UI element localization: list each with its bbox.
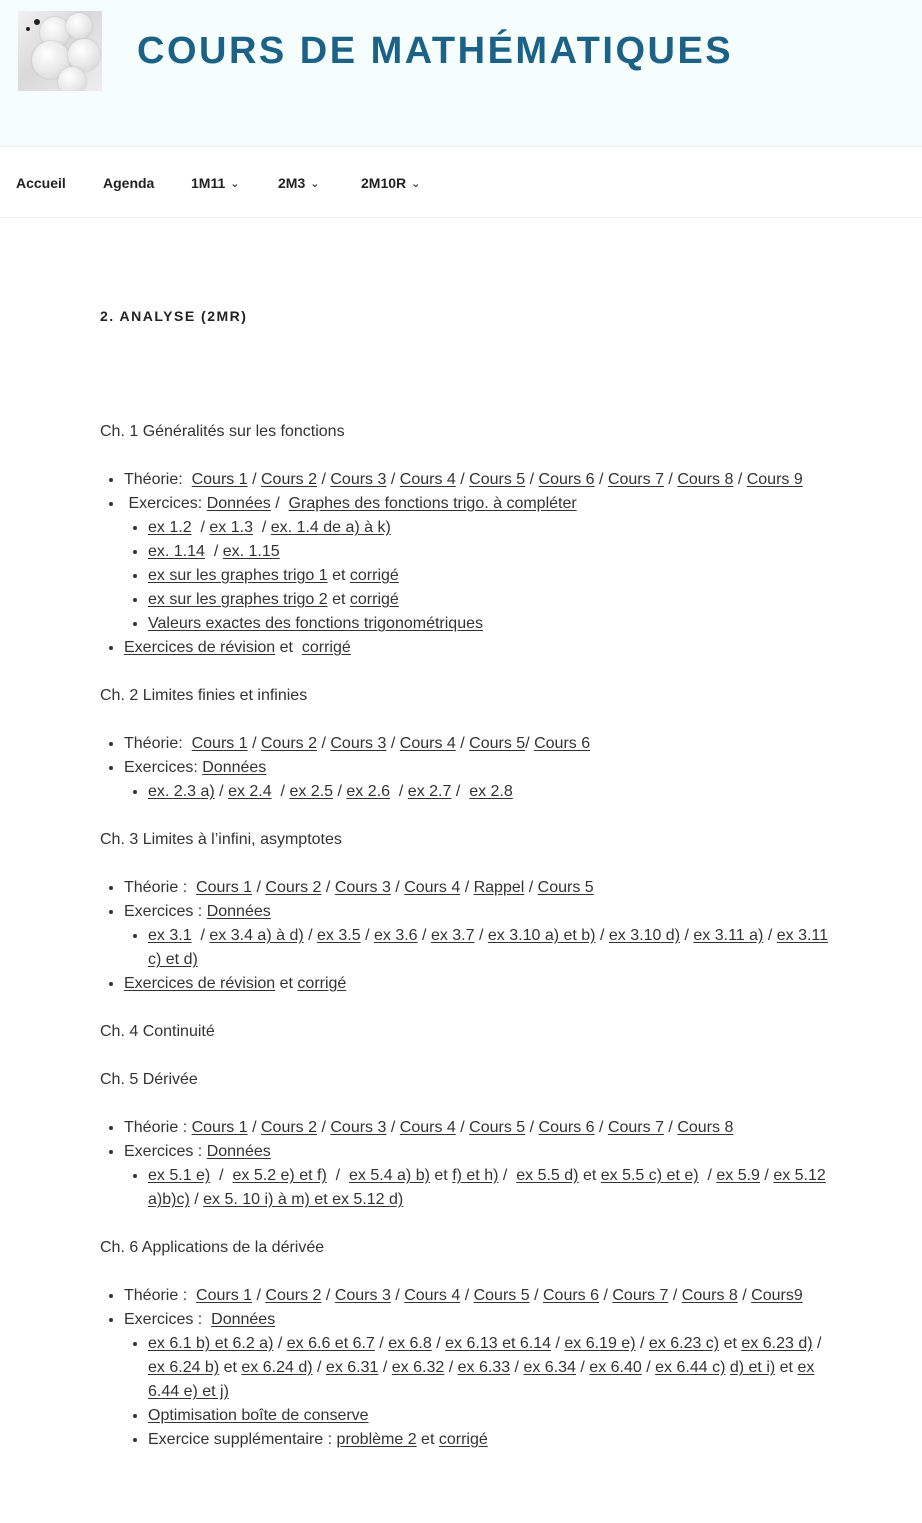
page-content (100, 300, 840, 1476)
corrige-link[interactable]: corrigé (301, 639, 351, 656)
exercise-link[interactable]: ex 6.34 (523, 1359, 576, 1376)
cours-link[interactable]: Cours 2 (260, 735, 318, 752)
exercise-link[interactable]: ex 3.7 (430, 927, 475, 944)
nav-item-accueil[interactable] (16, 175, 66, 191)
separator: / (398, 783, 404, 800)
exercices-label: Exercices: (128, 495, 203, 512)
conjunction: et (223, 1359, 237, 1376)
exercise-sublist (124, 1332, 840, 1452)
cours-link[interactable]: Cours 4 (404, 1287, 461, 1304)
separator: / (390, 1119, 396, 1136)
chevron-down-icon: ⌄ (230, 178, 240, 190)
separator: / (219, 783, 224, 800)
list-item (148, 780, 840, 804)
separator: / (529, 471, 535, 488)
chapter-list (100, 876, 840, 996)
list-item-exercices (124, 756, 840, 804)
cours-link[interactable]: Cours 3 (330, 471, 387, 488)
separator: / (275, 495, 280, 512)
cours-link[interactable]: Cours 3 (334, 1287, 391, 1304)
cours-link[interactable]: Cours 1 (191, 471, 248, 488)
separator: / (321, 471, 326, 488)
site-header (0, 0, 922, 146)
separator: / (817, 1335, 822, 1352)
separator: / (252, 735, 257, 752)
exercise-link[interactable]: ex 6.32 (391, 1359, 445, 1376)
list-item (148, 1428, 840, 1452)
corrige-link[interactable]: corrigé (349, 567, 399, 584)
separator: / (672, 1287, 678, 1304)
list-item-theorie (124, 468, 840, 492)
separator: / (603, 1287, 608, 1304)
conjunction: et (279, 639, 293, 656)
separator: / (742, 1287, 747, 1304)
donnees-link[interactable]: Données (206, 1143, 271, 1160)
donnees-link[interactable]: Données (206, 495, 271, 512)
list-item-exercices (124, 492, 840, 636)
chevron-down-icon: ⌄ (310, 178, 320, 190)
exercise-link[interactable]: ex. 1.15 (222, 543, 280, 560)
separator: / (219, 1167, 224, 1184)
separator: / (325, 879, 331, 896)
chapter-title: Ch. 5 Dérivée (100, 1071, 198, 1088)
cours-link[interactable]: Cours 3 (330, 1119, 387, 1136)
separator: / (390, 735, 396, 752)
separator: / (525, 735, 530, 752)
exercise-link[interactable]: ex 5.5 c) et e) (600, 1167, 699, 1184)
separator: / (335, 1167, 341, 1184)
exercise-link[interactable]: ex 5.2 e) et f) (232, 1167, 327, 1184)
chapter-title: Ch. 3 Limites à l’infini, asymptotes (100, 831, 342, 848)
separator: / (767, 927, 773, 944)
exercise-link[interactable]: ex 6.40 (589, 1359, 642, 1376)
list-item-theorie (124, 1284, 840, 1308)
separator: / (317, 1359, 322, 1376)
exercise-link[interactable]: ex 6.6 et 6.7 (286, 1335, 375, 1352)
list-item (148, 1404, 840, 1428)
theorie-label: Théorie : (124, 879, 188, 896)
theorie-label: Théorie : (124, 1119, 188, 1136)
separator: / (528, 879, 534, 896)
list-item-revision (124, 972, 840, 996)
separator: / (256, 1287, 261, 1304)
list-item-exercices (124, 1308, 840, 1452)
separator: / (252, 1119, 257, 1136)
exercise-link[interactable]: ex 1.3 (209, 519, 253, 536)
separator: / (478, 927, 484, 944)
cours-link[interactable]: Cours 7 (612, 1287, 669, 1304)
conjunction: et (421, 1431, 435, 1448)
cours-link[interactable]: Cours 5 (469, 471, 526, 488)
exercise-link[interactable]: ex 5.1 e) (148, 1167, 211, 1184)
site-logo[interactable] (18, 11, 102, 91)
conjunction: et (332, 567, 346, 584)
separator: / (422, 927, 427, 944)
separator: / (534, 1287, 539, 1304)
donnees-link[interactable]: Données (211, 1311, 276, 1328)
exercise-link[interactable]: ex 6.44 e) et j) (148, 1359, 815, 1400)
list-item (148, 516, 840, 540)
nav-label: Accueil (16, 175, 66, 191)
separator: / (460, 735, 465, 752)
separator: / (599, 927, 605, 944)
separator: / (321, 1119, 326, 1136)
cours-link[interactable]: Cours 3 (330, 735, 387, 752)
exercise-sublist (124, 516, 840, 636)
cours-link[interactable]: Cours 6 (538, 471, 595, 488)
donnees-link[interactable]: Données (202, 759, 267, 776)
cours-link[interactable]: Cours 5 (473, 1287, 530, 1304)
exercise-link[interactable]: ex 2.6 (346, 783, 390, 800)
separator: / (308, 927, 313, 944)
list-item-exercices (124, 1140, 840, 1212)
exercise-link[interactable]: ex. 1.4 de a) à k) (270, 519, 391, 536)
exercise-sublist (124, 780, 840, 804)
separator: / (390, 471, 396, 488)
nav-label: 2M10R (361, 175, 407, 191)
list-item (148, 540, 840, 564)
separator: / (200, 927, 205, 944)
exercise-link[interactable]: ex 3.10 a) et b) (487, 927, 596, 944)
exercise-link[interactable]: ex 1.2 (148, 519, 192, 536)
exercise-link[interactable]: ex 6.33 (457, 1359, 511, 1376)
cours-link[interactable]: Cours9 (751, 1287, 803, 1304)
cours-link[interactable]: Cours 5 (469, 1119, 526, 1136)
exercise-link[interactable]: ex 6.44 c) (655, 1359, 726, 1376)
cours-link[interactable]: Cours 5 (469, 735, 526, 752)
exercise-link[interactable]: ex 3.10 d) (608, 927, 681, 944)
exercise-link[interactable]: ex 6.31 (325, 1359, 379, 1376)
exercise-link[interactable]: ex 2.4 (228, 783, 272, 800)
exercise-link[interactable]: ex 2.7 (407, 783, 452, 800)
site-title[interactable]: COURS DE MATHÉMATIQUES (137, 30, 734, 72)
exercise-link[interactable]: ex 6.24 d) (241, 1359, 313, 1376)
exercices-label: Exercices : (124, 1143, 203, 1160)
cours-link[interactable]: Cours 4 (399, 1119, 456, 1136)
separator: / (737, 471, 743, 488)
separator: / (460, 471, 465, 488)
exercise-link[interactable]: ex 5.9 (716, 1167, 760, 1184)
separator: / (668, 471, 673, 488)
corrige-link[interactable]: corrigé (349, 591, 399, 608)
list-item-theorie (124, 732, 840, 756)
exercise-link[interactable]: ex 3.1 (148, 927, 192, 944)
flower-icon (34, 19, 40, 25)
exercices-label: Exercices : (124, 1311, 203, 1328)
exercise-link[interactable]: ex 6.23 c) (648, 1335, 720, 1352)
separator: / (455, 783, 461, 800)
exercise-link[interactable]: ex. 1.14 (148, 543, 205, 560)
cours-link[interactable]: Cours 6 (542, 1287, 600, 1304)
separator: / (365, 927, 370, 944)
list-item (148, 564, 840, 588)
cours-link[interactable]: Cours 6 (534, 735, 591, 752)
exercise-link[interactable]: ex 3.11 a) (693, 927, 764, 944)
conjunction: et (582, 1167, 597, 1184)
separator: / (502, 1167, 508, 1184)
separator: / (448, 1359, 454, 1376)
exercise-sublist (124, 924, 840, 972)
separator: / (684, 927, 689, 944)
page-title: 2. ANALYSE (2MR) (100, 308, 248, 324)
exercices-label: Exercices : (124, 903, 203, 920)
conjunction: et (434, 1167, 448, 1184)
chapter-title: Ch. 2 Limites finies et infinies (100, 687, 308, 704)
chapter-list (100, 468, 840, 660)
separator: / (460, 1119, 465, 1136)
main-navigation (0, 146, 922, 218)
list-item-exercices (124, 900, 840, 972)
chapter-list (100, 732, 840, 804)
exercise-link[interactable]: ex 5. 10 i) à m) et ex 5.12 d) (203, 1191, 404, 1208)
nav-item-2m10r[interactable] (361, 175, 420, 191)
separator: / (764, 1167, 769, 1184)
separator: / (599, 1119, 604, 1136)
exercise-link[interactable]: ex sur les graphes trigo 1 (148, 567, 328, 584)
separator: / (646, 1359, 651, 1376)
separator: / (280, 783, 285, 800)
exercise-link[interactable]: ex 3.6 (373, 927, 418, 944)
theorie-label: Théorie : (124, 1287, 188, 1304)
nav-label: 2M3 (278, 175, 306, 191)
chapter-title: Ch. 6 Applications de la dérivée (100, 1239, 325, 1256)
nav-label: 1M11 (191, 175, 226, 191)
cours-link[interactable]: Cours 3 (334, 879, 391, 896)
separator: / (395, 879, 400, 896)
list-item (148, 588, 840, 612)
theorie-label: Théorie: (124, 471, 183, 488)
exercise-link[interactable]: ex 5.4 a) b) (349, 1167, 430, 1184)
exercise-link[interactable]: ex 6.24 b) (148, 1359, 220, 1376)
cours-link[interactable]: Cours 2 (260, 1119, 318, 1136)
cours-link[interactable]: Cours 8 (677, 1119, 734, 1136)
list-item (148, 612, 840, 636)
separator: / (555, 1335, 560, 1352)
separator: / (261, 519, 267, 536)
separator: / (379, 1335, 384, 1352)
separator: / (514, 1359, 519, 1376)
optimisation-link[interactable]: Optimisation boîte de conserve (148, 1407, 369, 1424)
separator: / (252, 471, 257, 488)
revision-link[interactable]: Exercices de révision (124, 639, 276, 656)
exercise-link[interactable]: ex. 2.3 a) (148, 783, 215, 800)
separator: / (213, 543, 219, 560)
supplementaire-label: Exercice supplémentaire : (148, 1431, 333, 1448)
graphes-link[interactable]: Graphes des fonctions trigo. à compléter (288, 495, 577, 512)
separator: / (200, 519, 205, 536)
separator: / (464, 879, 470, 896)
cours-link[interactable]: Cours 1 (191, 735, 248, 752)
corrige-link[interactable]: corrigé (438, 1431, 488, 1448)
chapter-title: Ch. 4 Continuité (100, 1023, 215, 1040)
exercise-link[interactable]: ex 6.13 et 6.14 (445, 1335, 551, 1352)
nav-item-2m3[interactable] (278, 175, 319, 191)
probleme-link[interactable]: problème 2 (336, 1431, 417, 1448)
nav-item-agenda[interactable] (103, 175, 154, 191)
chapter-list (100, 1284, 840, 1452)
cours-link[interactable]: Cours 7 (607, 471, 664, 488)
exercise-link[interactable]: ex 3.4 a) à d) (209, 927, 304, 944)
exercise-link[interactable]: ex 2.8 (469, 783, 513, 800)
cours-link[interactable]: Cours 1 (196, 879, 253, 896)
cours-link[interactable]: Cours 8 (677, 471, 734, 488)
corrige-link[interactable]: corrigé (297, 975, 347, 992)
exercise-link[interactable]: ex 5.5 d) (516, 1167, 579, 1184)
chevron-down-icon: ⌄ (411, 178, 421, 190)
separator: / (395, 1287, 400, 1304)
list-item-theorie (124, 876, 840, 900)
cours-link[interactable]: Cours 1 (191, 1119, 248, 1136)
cours-link[interactable]: Cours 8 (681, 1287, 738, 1304)
chapter-title: Ch. 1 Généralités sur les fonctions (100, 423, 345, 440)
conjunction: et (279, 975, 293, 992)
cours-link[interactable]: Cours 5 (537, 879, 594, 896)
separator: / (599, 471, 604, 488)
cours-link[interactable]: Cours 4 (404, 879, 461, 896)
separator: / (580, 1359, 585, 1376)
list-item (148, 1332, 840, 1404)
cours-link[interactable]: Cours 7 (607, 1119, 664, 1136)
cours-link[interactable]: Cours 2 (260, 471, 318, 488)
separator: / (277, 1335, 283, 1352)
cours-link[interactable]: Cours 4 (399, 471, 456, 488)
separator: / (707, 1167, 712, 1184)
cours-link[interactable]: Cours 4 (399, 735, 456, 752)
donnees-link[interactable]: Données (206, 903, 271, 920)
nav-item-1m11[interactable] (191, 175, 239, 191)
separator: / (464, 1287, 470, 1304)
separator: / (337, 783, 342, 800)
separator: / (382, 1359, 388, 1376)
exercise-link[interactable]: ex 5.12 a)b)c) (148, 1167, 826, 1208)
conjunction: et (779, 1359, 793, 1376)
theorie-label: Théorie: (124, 735, 183, 752)
exercise-link[interactable]: ex 3.5 (317, 927, 361, 944)
separator: / (436, 1335, 441, 1352)
list-item-theorie (124, 1116, 840, 1140)
separator: / (321, 735, 326, 752)
cours-link[interactable]: Cours 1 (196, 1287, 253, 1304)
chapter-list (100, 1116, 840, 1212)
separator: / (668, 1119, 673, 1136)
exercise-link[interactable]: Valeurs exactes des fonctions trigonométriques (148, 615, 483, 632)
conjunction: et (332, 591, 346, 608)
exercise-link[interactable]: ex sur les graphes trigo 2 (148, 591, 328, 608)
cours-link[interactable]: Cours 2 (265, 879, 322, 896)
separator: / (529, 1119, 535, 1136)
exercise-link[interactable]: f) et h) (452, 1167, 499, 1184)
cours-link[interactable]: Cours 2 (265, 1287, 322, 1304)
separator: / (639, 1335, 645, 1352)
nav-label: Agenda (103, 175, 155, 191)
separator: / (256, 879, 261, 896)
exercise-link[interactable]: d) et i) (729, 1359, 776, 1376)
revision-link[interactable]: Exercices de révision (124, 975, 276, 992)
list-item (148, 1164, 840, 1212)
separator: / (325, 1287, 331, 1304)
separator: / (194, 1191, 199, 1208)
conjunction: et (723, 1335, 737, 1352)
list-item-revision (124, 636, 840, 660)
exercise-link[interactable]: ex 3.11 c) et d) (148, 927, 829, 968)
exercise-link[interactable]: ex 6.8 (388, 1335, 432, 1352)
exercise-link[interactable]: ex 6.1 b) et 6.2 a) (148, 1335, 274, 1352)
list-item (148, 924, 840, 972)
exercise-sublist (124, 1164, 840, 1212)
exercise-link[interactable]: ex 6.23 d) (741, 1335, 813, 1352)
exercise-link[interactable]: ex 2.5 (289, 783, 334, 800)
exercices-label: Exercices: (124, 759, 198, 776)
cours-link[interactable]: Cours 9 (746, 471, 803, 488)
exercise-link[interactable]: ex 6.19 e) (564, 1335, 636, 1352)
rappel-link[interactable]: Rappel (473, 879, 525, 896)
cours-link[interactable]: Cours 6 (538, 1119, 595, 1136)
